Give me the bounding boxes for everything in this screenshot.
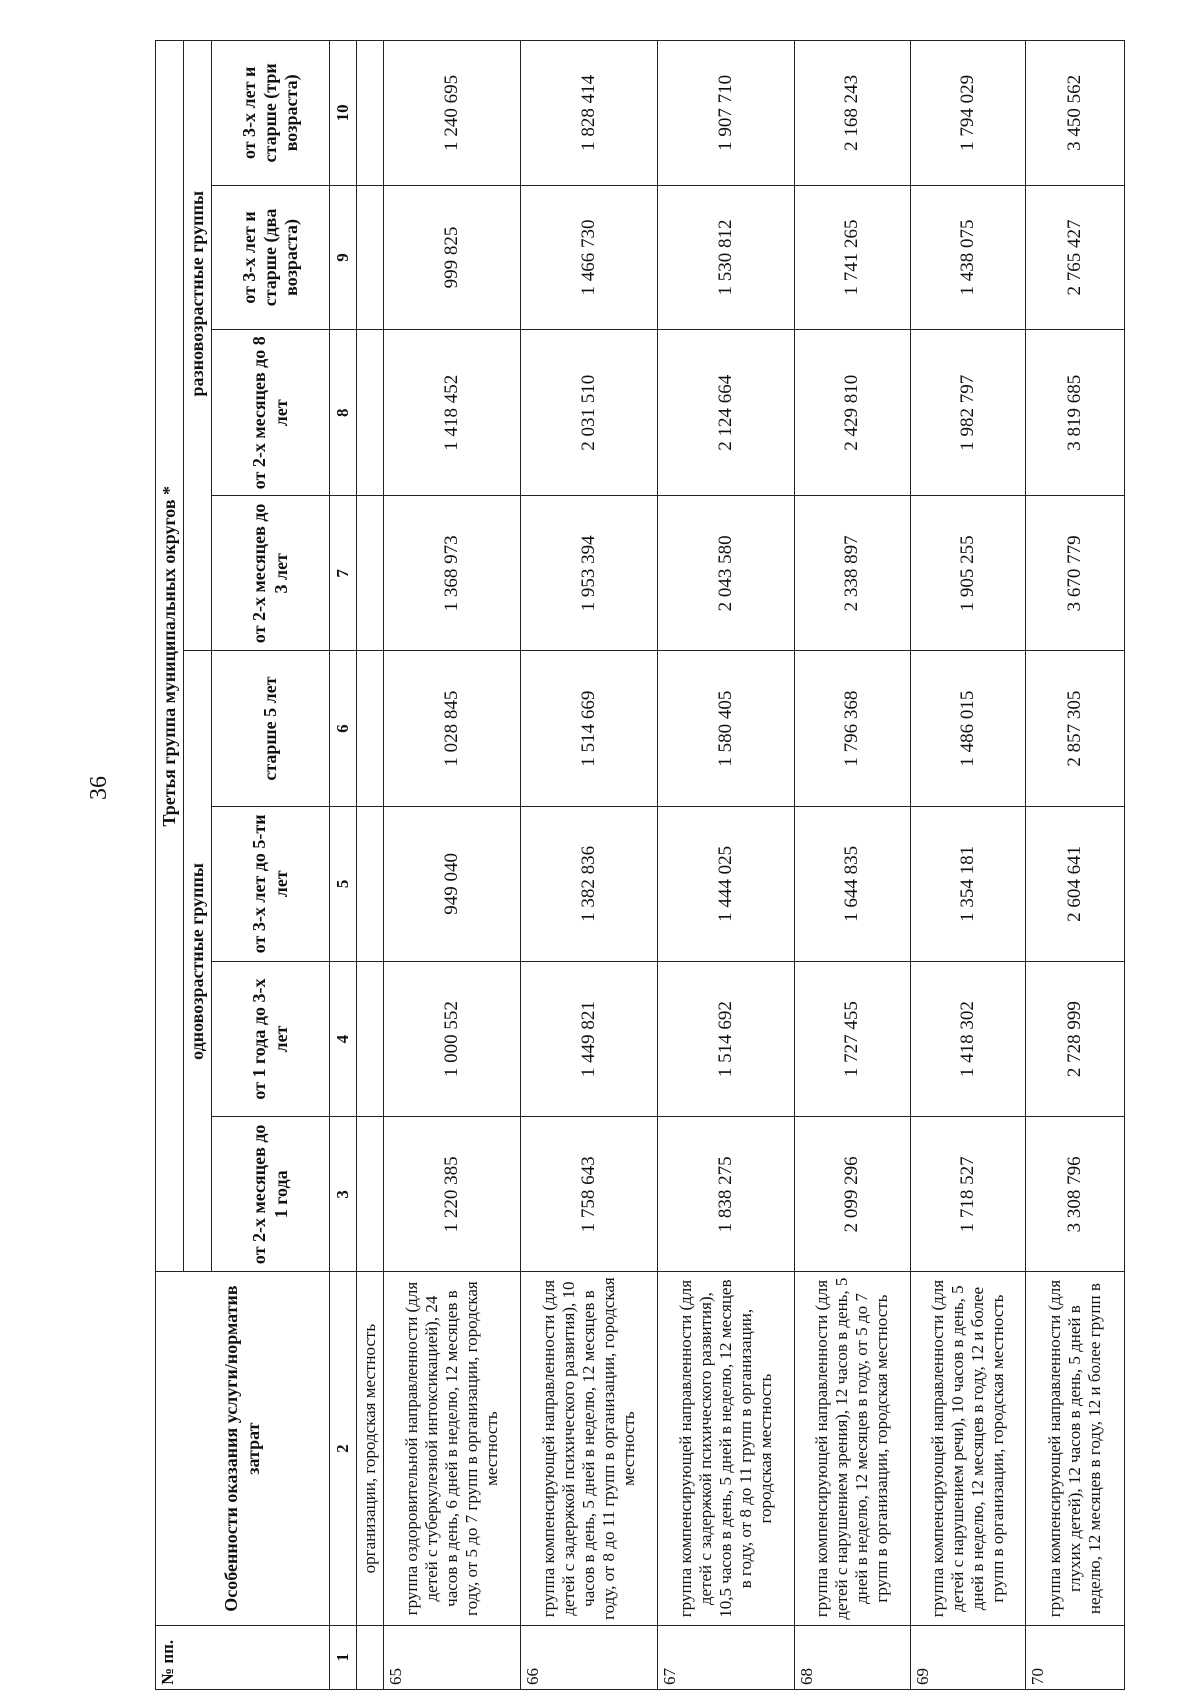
header-c7: от 2-х месяцев до 3 лет — [212, 496, 330, 651]
row-number: 66 — [520, 1625, 657, 1689]
row-number: 70 — [1026, 1625, 1125, 1689]
header-col-description: Особенности оказания услуги/норматив затрат — [156, 1272, 330, 1625]
header-c4: от 1 года до 3-х лет — [212, 961, 330, 1116]
cell-value: 1 530 812 — [657, 185, 794, 330]
cell-value: 1 418 452 — [383, 330, 520, 496]
cell-value: 2 338 897 — [795, 496, 911, 651]
cell-value: 1 466 730 — [520, 185, 657, 330]
row-number: 69 — [910, 1625, 1026, 1689]
cell-value: 1 368 973 — [383, 496, 520, 651]
table-row — [520, 41, 657, 1690]
rotated-table-container — [155, 40, 1125, 1690]
cell-value: 1 644 835 — [795, 806, 911, 961]
col-number-6: 6 — [330, 651, 357, 806]
col-number-10: 10 — [330, 41, 357, 186]
cell-value: 1 758 643 — [520, 1117, 657, 1272]
cell-value: 1 418 302 — [910, 961, 1026, 1116]
cost-norm-table — [155, 40, 1125, 1690]
cell-value: 1 028 845 — [383, 651, 520, 806]
cell-value: 2 043 580 — [657, 496, 794, 651]
cell-value: 1 486 015 — [910, 651, 1026, 806]
page-number: 36 — [86, 776, 112, 800]
row-number: 65 — [383, 1625, 520, 1689]
col-number-7: 7 — [330, 496, 357, 651]
col-number-5: 5 — [330, 806, 357, 961]
cell-value: 1 982 797 — [910, 330, 1026, 496]
header-c5: от 3-х лет до 5-ти лет — [212, 806, 330, 961]
header-c6: старше 5 лет — [212, 651, 330, 806]
cell-value: 1 438 075 — [910, 185, 1026, 330]
cell-value: 3 308 796 — [1026, 1117, 1125, 1272]
cell-value: 2 857 305 — [1026, 651, 1125, 806]
table-row — [1026, 41, 1125, 1690]
cell-value: 1 794 029 — [910, 41, 1026, 186]
cell-value: 1 718 527 — [910, 1117, 1026, 1272]
cell-value: 949 040 — [383, 806, 520, 961]
row-description: группа компенсирующей направленности (для детей с задержкой психического развития), 10,5 часов в день, 5 дней в неделю, 12 месяцев в году, от 8 до 11 групп в организации, городская местность — [657, 1272, 794, 1625]
cell-value: 1 354 181 — [910, 806, 1026, 961]
cell-value: 3 450 562 — [1026, 41, 1125, 186]
cell-value: 1 382 836 — [520, 806, 657, 961]
row-description: группа компенсирующей направленности (для детей с нарушением зрения), 12 часов в день, 5 дней в неделю, 12 месяцев в году, от 5 до 7 групп в организации, городская местность — [795, 1272, 911, 1625]
cell-value: 2 031 510 — [520, 330, 657, 496]
cell-value: 1 220 385 — [383, 1117, 520, 1272]
cell-value: 1 741 265 — [795, 185, 911, 330]
col-number-4: 4 — [330, 961, 357, 1116]
header-mixed-age: разновозрастные группы — [184, 41, 212, 651]
table-row — [383, 41, 520, 1690]
col-number-9: 9 — [330, 185, 357, 330]
col-number-2: 2 — [330, 1272, 357, 1625]
table-row — [657, 41, 794, 1690]
cell-value: 1 905 255 — [910, 496, 1026, 651]
col-number-1: 1 — [330, 1625, 357, 1689]
row-description: группа компенсирующей направленности (для глухих детей), 12 часов в день, 5 дней в неделю, 12 месяцев в году, 12 и более групп в — [1026, 1272, 1125, 1625]
cell-value: 2 604 641 — [1026, 806, 1125, 961]
col-number-8: 8 — [330, 330, 357, 496]
cell-value: 1 907 710 — [657, 41, 794, 186]
cell-value: 1 828 414 — [520, 41, 657, 186]
row-description: группа компенсирующей направленности (для детей с нарушением речи), 10 часов в день, 5 дней в неделю, 12 месяцев в году, 12 и более групп в организации, городская местность — [910, 1272, 1026, 1625]
continuation-num — [356, 1625, 383, 1689]
row-number: 67 — [657, 1625, 794, 1689]
table-row — [795, 41, 911, 1690]
cell-value: 1 240 695 — [383, 41, 520, 186]
cell-value: 999 825 — [383, 185, 520, 330]
continuation-text: организации, городская местность — [356, 1272, 383, 1625]
cell-value: 1 838 275 — [657, 1117, 794, 1272]
cell-value: 2 728 999 — [1026, 961, 1125, 1116]
cell-value: 1 953 394 — [520, 496, 657, 651]
cell-value: 2 429 810 — [795, 330, 911, 496]
row-description: группа компенсирующей направленности (для детей с задержкой психического развития), 10 часов в день, 5 дней в неделю, 12 месяцев в году, от 8 до 11 групп в организации, городская местность — [520, 1272, 657, 1625]
header-col-number: № пп. — [156, 1625, 330, 1689]
header-single-age: одновозрастные группы — [184, 651, 212, 1272]
cell-value: 1 000 552 — [383, 961, 520, 1116]
cell-value: 1 580 405 — [657, 651, 794, 806]
col-number-3: 3 — [330, 1117, 357, 1272]
header-group-title: Третья группа муниципальных округов * — [156, 41, 184, 1272]
header-c9: от 3-х лет и старше (два возраста) — [212, 185, 330, 330]
cell-value: 2 099 296 — [795, 1117, 911, 1272]
cell-value: 1 727 455 — [795, 961, 911, 1116]
table-row — [910, 41, 1026, 1690]
cell-value: 1 449 821 — [520, 961, 657, 1116]
row-number: 68 — [795, 1625, 911, 1689]
cell-value: 2 124 664 — [657, 330, 794, 496]
cell-value: 2 765 427 — [1026, 185, 1125, 330]
cell-value: 1 796 368 — [795, 651, 911, 806]
row-description: группа оздоровительной направленности (для детей с туберкулезной интоксикацией), 24 часов в день, 6 дней в неделю, 12 месяцев в году, от 5 до 7 групп в организации, городская местность — [383, 1272, 520, 1625]
cell-value: 1 514 669 — [520, 651, 657, 806]
header-c10: от 3-х лет и старше (три возраста) — [212, 41, 330, 186]
cell-value: 1 514 692 — [657, 961, 794, 1116]
cell-value: 2 168 243 — [795, 41, 911, 186]
cell-value: 1 444 025 — [657, 806, 794, 961]
header-c3: от 2-х месяцев до 1 года — [212, 1117, 330, 1272]
cell-value: 3 819 685 — [1026, 330, 1125, 496]
header-c8: от 2-х месяцев до 8 лет — [212, 330, 330, 496]
cell-value: 3 670 779 — [1026, 496, 1125, 651]
